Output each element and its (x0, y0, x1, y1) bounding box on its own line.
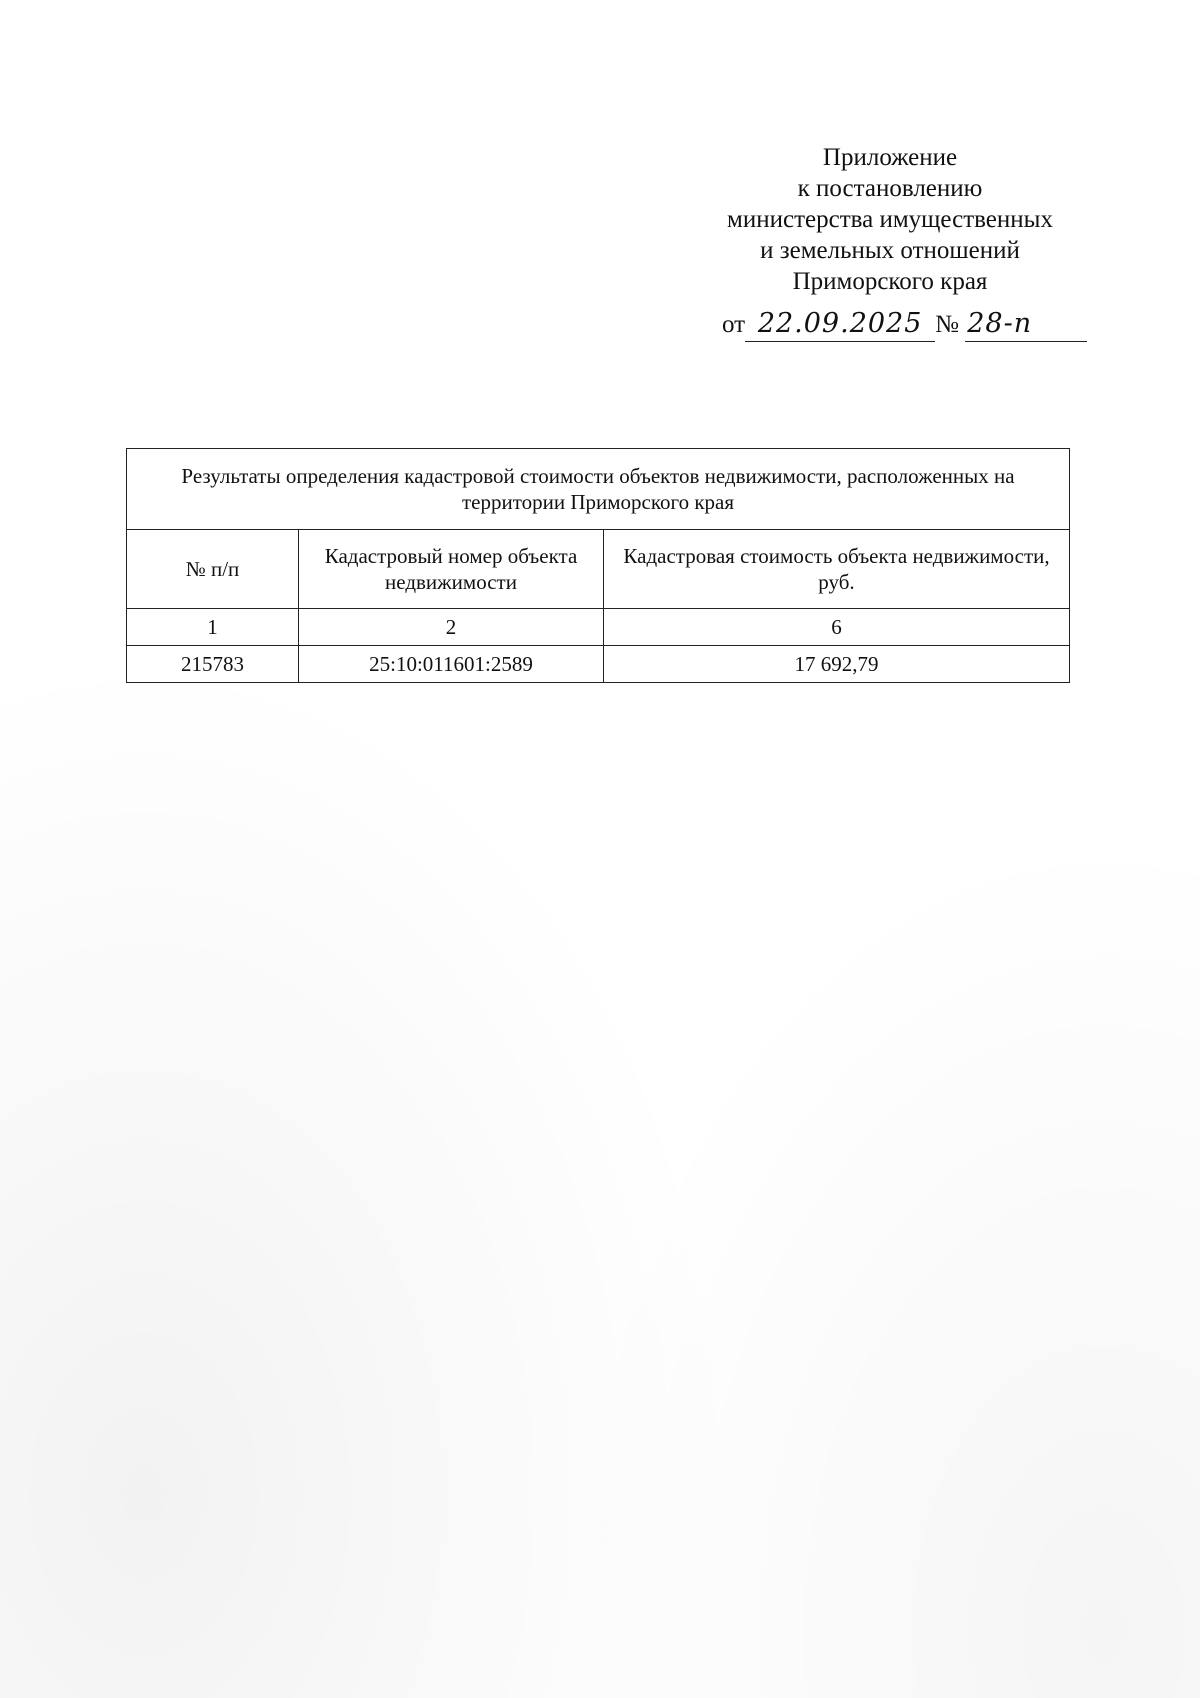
header-cadastral-number: Кадастровый номер объекта недвижимости (299, 530, 604, 609)
cadastral-value-table (126, 448, 1070, 683)
cadastral-value-cell: 17 692,79 (604, 646, 1070, 683)
header-cadastral-value: Кадастровая стоимость объекта недвижимости, руб. (604, 530, 1070, 609)
table-title-row (127, 449, 1070, 530)
appendix-header (690, 142, 1090, 297)
cadastral-number-cell: 25:10:011601:2589 (299, 646, 604, 683)
header-row-number: № п/п (127, 530, 299, 609)
number-sign: № (935, 311, 959, 338)
table-row (127, 646, 1070, 683)
decree-date-number (722, 305, 1112, 345)
column-number-row (127, 609, 1070, 646)
decree-date-handwritten: 22.09.2025 (745, 307, 935, 342)
appendix-line: Приложение (822, 144, 958, 171)
appendix-line: и земельных отношений (760, 237, 1020, 264)
appendix-line: к постановлению (797, 175, 983, 202)
appendix-line: Приморского края (792, 268, 988, 295)
column-number: 1 (127, 609, 299, 646)
decree-number-handwritten: 28-п (965, 307, 1087, 342)
table-header-row (127, 530, 1070, 609)
row-number-cell: 215783 (127, 646, 299, 683)
decree-prefix: от (722, 311, 746, 338)
column-number: 6 (604, 609, 1070, 646)
column-number: 2 (299, 609, 604, 646)
appendix-line: министерства имущественных (727, 206, 1053, 233)
table-title: Результаты определения кадастровой стоимости объектов недвижимости, расположенных на территории Приморского края (127, 449, 1070, 530)
